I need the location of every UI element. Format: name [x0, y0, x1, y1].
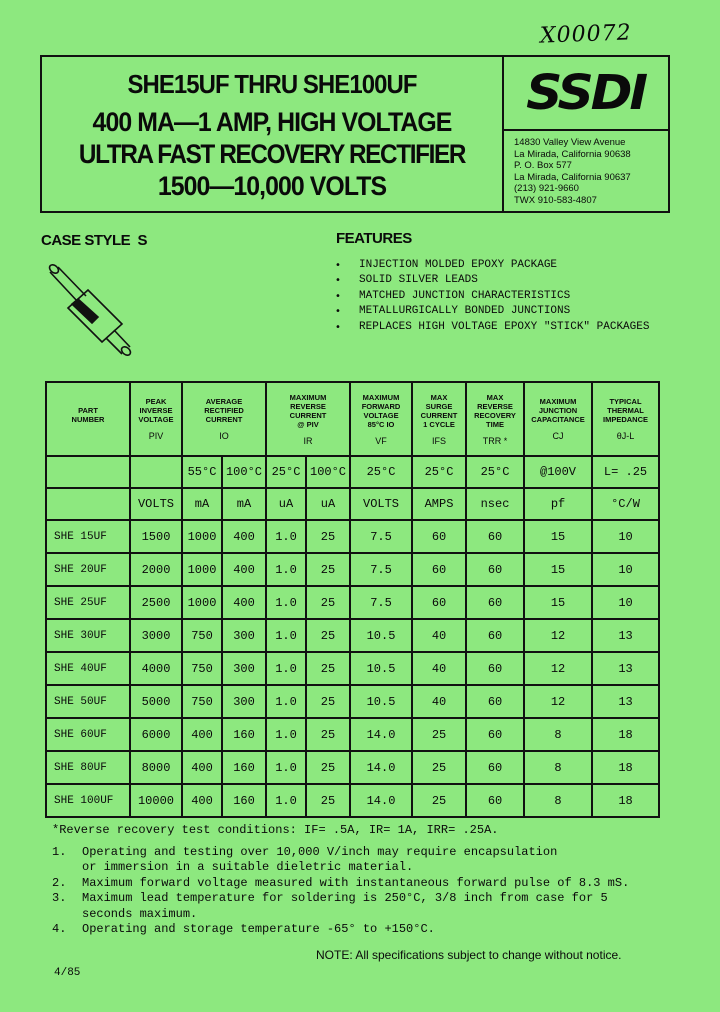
- table-row: [46, 718, 659, 751]
- value-cell: 60: [466, 685, 524, 718]
- value-cell: 10: [592, 586, 659, 619]
- value-cell: 7.5: [350, 520, 412, 553]
- bullet-icon: •: [335, 321, 341, 333]
- value-cell: 400: [182, 784, 222, 817]
- unit-cell: °C/W: [592, 488, 659, 520]
- table-row: [46, 784, 659, 817]
- value-cell: 14.0: [350, 718, 412, 751]
- value-cell: 10000: [130, 784, 182, 817]
- table-row: [46, 619, 659, 652]
- value-cell: 40: [412, 685, 466, 718]
- column-header: MAXIMUM FORWARD VOLTAGE 85°C IO VF: [350, 382, 412, 456]
- address-line: 14830 Valley View Avenue: [514, 137, 626, 148]
- units-row: [46, 488, 659, 520]
- value-cell: 1.0: [266, 784, 306, 817]
- value-cell: 8: [524, 751, 592, 784]
- value-cell: 1000: [182, 586, 222, 619]
- table-row: [46, 586, 659, 619]
- condition-cell: 25°C: [350, 456, 412, 488]
- value-cell: 8000: [130, 751, 182, 784]
- value-cell: 5000: [130, 685, 182, 718]
- part-number-cell: SHE 80UF: [46, 751, 130, 784]
- company-address: [514, 137, 631, 206]
- value-cell: 3000: [130, 619, 182, 652]
- column-header: PART NUMBER: [46, 382, 130, 456]
- value-cell: 60: [412, 586, 466, 619]
- value-cell: 10.5: [350, 652, 412, 685]
- bullet-icon: •: [335, 290, 341, 302]
- column-header: MAXIMUM REVERSE CURRENT @ PIV IR: [266, 382, 350, 456]
- unit-cell: AMPS: [412, 488, 466, 520]
- value-cell: 1000: [182, 553, 222, 586]
- value-cell: 160: [222, 718, 266, 751]
- value-cell: 14.0: [350, 784, 412, 817]
- value-cell: 12: [524, 619, 592, 652]
- value-cell: 60: [466, 718, 524, 751]
- unit-cell: nsec: [466, 488, 524, 520]
- value-cell: 400: [222, 586, 266, 619]
- value-cell: 60: [466, 652, 524, 685]
- value-cell: 10.5: [350, 619, 412, 652]
- value-cell: 2000: [130, 553, 182, 586]
- value-cell: 10: [592, 553, 659, 586]
- value-cell: 60: [412, 553, 466, 586]
- condition-cell: 25°C: [466, 456, 524, 488]
- feature-item: • MATCHED JUNCTION CHARACTERISTICS: [335, 289, 649, 304]
- title-part-range: SHE15UF THRU SHE100UF: [127, 69, 417, 99]
- value-cell: 750: [182, 619, 222, 652]
- value-cell: 2500: [130, 586, 182, 619]
- condition-cell: 55°C: [182, 456, 222, 488]
- title-device-type: ULTRA FAST RECOVERY RECTIFIER: [78, 139, 466, 169]
- value-cell: 40: [412, 652, 466, 685]
- value-cell: 160: [222, 751, 266, 784]
- table-row: [46, 751, 659, 784]
- value-cell: 18: [592, 718, 659, 751]
- address-line: La Mirada, California 90638: [514, 148, 631, 160]
- value-cell: 4000: [130, 652, 182, 685]
- revision-date: 4/85: [54, 967, 81, 979]
- unit-cell: VOLTS: [130, 488, 182, 520]
- table-row: [46, 652, 659, 685]
- value-cell: 160: [222, 784, 266, 817]
- features-title: FEATURES: [336, 230, 412, 247]
- handwritten-note: X00072: [539, 20, 633, 49]
- value-cell: 18: [592, 784, 659, 817]
- address-line: TWX 910-583-4807: [514, 194, 597, 206]
- company-logo: [504, 57, 668, 131]
- address-line: (213) 921-9660: [514, 183, 579, 194]
- value-cell: 25: [412, 718, 466, 751]
- value-cell: 60: [466, 751, 524, 784]
- condition-cell: L= .25: [592, 456, 659, 488]
- feature-item: • INJECTION MOLDED EPOXY PACKAGE: [335, 258, 649, 273]
- value-cell: 25: [412, 751, 466, 784]
- value-cell: 7.5: [350, 553, 412, 586]
- note-item: 1. Operating and testing over 10,000 V/inch may require encapsulation or immersion in a suitable dieletric material.: [52, 844, 558, 874]
- value-cell: 25: [306, 586, 350, 619]
- value-cell: 750: [182, 652, 222, 685]
- column-header: AVERAGE RECTIFIED CURRENT IO: [182, 382, 266, 456]
- value-cell: 25: [306, 553, 350, 586]
- part-number-cell: SHE 60UF: [46, 718, 130, 751]
- axial-diode-icon: [40, 262, 150, 362]
- header-row: [46, 382, 659, 456]
- condition-cell: 25°C: [266, 456, 306, 488]
- condition-cell: 25°C: [412, 456, 466, 488]
- part-number-cell: SHE 15UF: [46, 520, 130, 553]
- part-number-cell: SHE 40UF: [46, 652, 130, 685]
- value-cell: 1000: [182, 520, 222, 553]
- value-cell: 300: [222, 652, 266, 685]
- features-list: [335, 258, 649, 335]
- value-cell: 400: [222, 553, 266, 586]
- column-header: MAX REVERSE RECOVERY TIME TRR *: [466, 382, 524, 456]
- part-number-cell: SHE 100UF: [46, 784, 130, 817]
- value-cell: 300: [222, 619, 266, 652]
- value-cell: 25: [306, 718, 350, 751]
- value-cell: 400: [222, 520, 266, 553]
- unit-cell: [46, 488, 130, 520]
- value-cell: 18: [592, 751, 659, 784]
- value-cell: 13: [592, 685, 659, 718]
- notes-section: [52, 823, 672, 938]
- value-cell: 1.0: [266, 751, 306, 784]
- title-current: 400 MA—1 AMP, HIGH VOLTAGE: [92, 107, 452, 137]
- value-cell: 25: [306, 652, 350, 685]
- feature-item: • REPLACES HIGH VOLTAGE EPOXY "STICK" PACKAGES: [335, 320, 649, 335]
- column-header: TYPICAL THERMAL IMPEDANCE θJ-L: [592, 382, 659, 456]
- value-cell: 750: [182, 685, 222, 718]
- specifications-table: [45, 381, 660, 818]
- column-header: MAX SURGE CURRENT 1 CYCLE IFS: [412, 382, 466, 456]
- value-cell: 1500: [130, 520, 182, 553]
- value-cell: 60: [412, 520, 466, 553]
- value-cell: 25: [412, 784, 466, 817]
- logo-text: SSDI: [526, 65, 646, 121]
- bullet-icon: •: [335, 275, 341, 287]
- title-block: [42, 57, 504, 211]
- feature-item: • SOLID SILVER LEADS: [335, 273, 649, 288]
- condition-cell: 100°C: [306, 456, 350, 488]
- value-cell: 25: [306, 751, 350, 784]
- value-cell: 12: [524, 685, 592, 718]
- note-item: 4. Operating and storage temperature -65° to +150°C.: [52, 922, 435, 936]
- value-cell: 12: [524, 652, 592, 685]
- part-number-cell: SHE 30UF: [46, 619, 130, 652]
- value-cell: 7.5: [350, 586, 412, 619]
- value-cell: 60: [466, 586, 524, 619]
- change-notice: NOTE: All specifications subject to change without notice.: [316, 948, 622, 962]
- case-style-label: CASE STYLE S: [41, 232, 148, 249]
- conditions-row: [46, 456, 659, 488]
- feature-item: • METALLURGICALLY BONDED JUNCTIONS: [335, 304, 649, 319]
- table-row: [46, 685, 659, 718]
- condition-cell: 100°C: [222, 456, 266, 488]
- value-cell: 10: [592, 520, 659, 553]
- note-item: 3. Maximum lead temperature for soldering is 250°C, 3/8 inch from case for 5 seconds maximum.: [52, 891, 608, 921]
- value-cell: 60: [466, 553, 524, 586]
- value-cell: 13: [592, 619, 659, 652]
- value-cell: 1.0: [266, 619, 306, 652]
- unit-cell: pf: [524, 488, 592, 520]
- value-cell: 300: [222, 685, 266, 718]
- header-box: [40, 55, 670, 213]
- value-cell: 8: [524, 784, 592, 817]
- value-cell: 1.0: [266, 586, 306, 619]
- title-voltage: 1500—10,000 VOLTS: [157, 171, 387, 201]
- table-row: [46, 520, 659, 553]
- value-cell: 15: [524, 553, 592, 586]
- value-cell: 6000: [130, 718, 182, 751]
- address-line: La Mirada, California 90637: [514, 171, 631, 183]
- value-cell: 1.0: [266, 520, 306, 553]
- value-cell: 40: [412, 619, 466, 652]
- column-header: MAXIMUM JUNCTION CAPACITANCE CJ: [524, 382, 592, 456]
- value-cell: 25: [306, 619, 350, 652]
- part-number-cell: SHE 50UF: [46, 685, 130, 718]
- condition-cell: @100V: [524, 456, 592, 488]
- unit-cell: uA: [306, 488, 350, 520]
- condition-cell: [130, 456, 182, 488]
- value-cell: 60: [466, 619, 524, 652]
- address-line: P. O. Box 577: [514, 160, 572, 171]
- value-cell: 1.0: [266, 718, 306, 751]
- column-header: PEAK INVERSE VOLTAGE PIV: [130, 382, 182, 456]
- value-cell: 60: [466, 520, 524, 553]
- unit-cell: VOLTS: [350, 488, 412, 520]
- value-cell: 15: [524, 520, 592, 553]
- note-item: 2. Maximum forward voltage measured with instantaneous forward pulse of 8.3 mS.: [52, 875, 630, 890]
- value-cell: 13: [592, 652, 659, 685]
- unit-cell: mA: [182, 488, 222, 520]
- value-cell: 400: [182, 751, 222, 784]
- value-cell: 1.0: [266, 652, 306, 685]
- unit-cell: uA: [266, 488, 306, 520]
- part-number-cell: SHE 25UF: [46, 586, 130, 619]
- value-cell: 60: [466, 784, 524, 817]
- value-cell: 15: [524, 586, 592, 619]
- value-cell: 400: [182, 718, 222, 751]
- value-cell: 10.5: [350, 685, 412, 718]
- value-cell: 8: [524, 718, 592, 751]
- value-cell: 1.0: [266, 685, 306, 718]
- reverse-recovery-footnote: *Reverse recovery test conditions: IF= .5A, IR= 1A, IRR= .25A.: [52, 823, 499, 837]
- part-number-cell: SHE 20UF: [46, 553, 130, 586]
- table-row: [46, 553, 659, 586]
- bullet-icon: •: [335, 260, 341, 271]
- unit-cell: mA: [222, 488, 266, 520]
- value-cell: 25: [306, 520, 350, 553]
- condition-cell: [46, 456, 130, 488]
- value-cell: 25: [306, 685, 350, 718]
- value-cell: 1.0: [266, 553, 306, 586]
- bullet-icon: •: [335, 306, 341, 318]
- value-cell: 25: [306, 784, 350, 817]
- value-cell: 14.0: [350, 751, 412, 784]
